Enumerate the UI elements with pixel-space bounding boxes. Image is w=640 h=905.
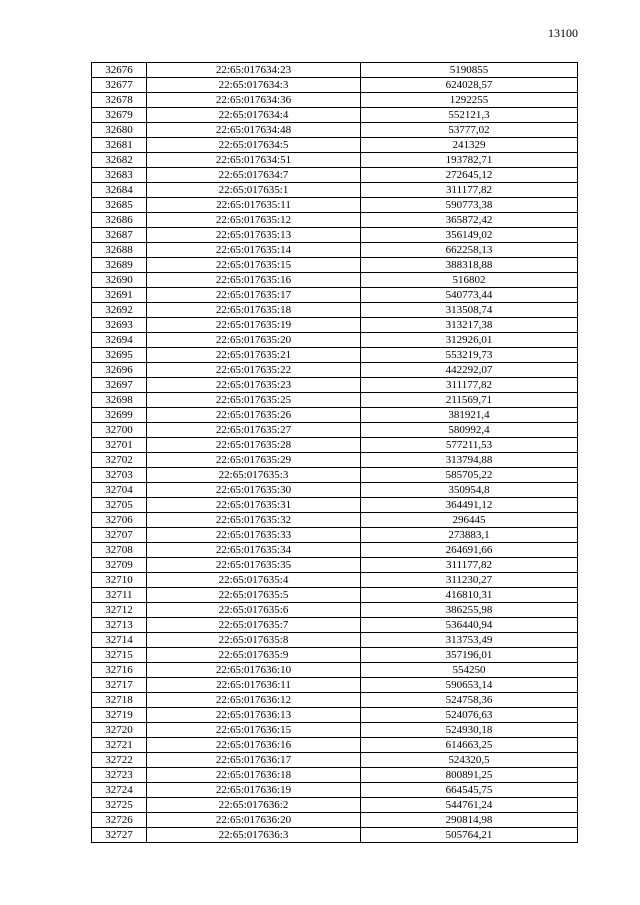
row-number-cell: 32723 — [92, 768, 147, 783]
table-row — [92, 528, 578, 543]
cadastral-number-cell: 22:65:017634:7 — [147, 168, 361, 183]
table-row — [92, 228, 578, 243]
row-number-cell: 32710 — [92, 573, 147, 588]
cadastral-number-cell: 22:65:017635:13 — [147, 228, 361, 243]
row-number-cell: 32681 — [92, 138, 147, 153]
table-row — [92, 723, 578, 738]
table-row — [92, 108, 578, 123]
row-number-cell: 32679 — [92, 108, 147, 123]
table-row — [92, 258, 578, 273]
table-row — [92, 423, 578, 438]
cadastral-number-cell: 22:65:017634:3 — [147, 78, 361, 93]
table-row — [92, 783, 578, 798]
table-row — [92, 198, 578, 213]
value-cell: 524930,18 — [361, 723, 578, 738]
row-number-cell: 32708 — [92, 543, 147, 558]
cadastral-number-cell: 22:65:017635:31 — [147, 498, 361, 513]
row-number-cell: 32690 — [92, 273, 147, 288]
table-row — [92, 183, 578, 198]
value-cell: 356149,02 — [361, 228, 578, 243]
cadastral-number-cell: 22:65:017635:6 — [147, 603, 361, 618]
table-body — [92, 63, 578, 843]
table-row — [92, 408, 578, 423]
cadastral-number-cell: 22:65:017635:28 — [147, 438, 361, 453]
cadastral-number-cell: 22:65:017635:23 — [147, 378, 361, 393]
table-row — [92, 708, 578, 723]
value-cell: 580992,4 — [361, 423, 578, 438]
row-number-cell: 32699 — [92, 408, 147, 423]
value-cell: 311177,82 — [361, 558, 578, 573]
value-cell: 313508,74 — [361, 303, 578, 318]
table-row — [92, 123, 578, 138]
cadastral-number-cell: 22:65:017636:20 — [147, 813, 361, 828]
table-row — [92, 753, 578, 768]
row-number-cell: 32724 — [92, 783, 147, 798]
page-number: 13100 — [548, 26, 578, 40]
cadastral-number-cell: 22:65:017635:12 — [147, 213, 361, 228]
value-cell: 577211,53 — [361, 438, 578, 453]
value-cell: 540773,44 — [361, 288, 578, 303]
row-number-cell: 32706 — [92, 513, 147, 528]
cadastral-number-cell: 22:65:017635:33 — [147, 528, 361, 543]
cadastral-number-cell: 22:65:017635:16 — [147, 273, 361, 288]
value-cell: 614663,25 — [361, 738, 578, 753]
cadastral-number-cell: 22:65:017635:22 — [147, 363, 361, 378]
cadastral-number-cell: 22:65:017636:13 — [147, 708, 361, 723]
row-number-cell: 32693 — [92, 318, 147, 333]
table-row — [92, 798, 578, 813]
value-cell: 313794,88 — [361, 453, 578, 468]
cadastral-number-cell: 22:65:017635:21 — [147, 348, 361, 363]
cadastral-number-cell: 22:65:017636:15 — [147, 723, 361, 738]
value-cell: 388318,88 — [361, 258, 578, 273]
row-number-cell: 32705 — [92, 498, 147, 513]
row-number-cell: 32727 — [92, 828, 147, 843]
table-row — [92, 318, 578, 333]
cadastral-number-cell: 22:65:017635:30 — [147, 483, 361, 498]
value-cell: 350954,8 — [361, 483, 578, 498]
row-number-cell: 32698 — [92, 393, 147, 408]
cadastral-number-cell: 22:65:017635:20 — [147, 333, 361, 348]
cadastral-number-cell: 22:65:017634:51 — [147, 153, 361, 168]
cadastral-number-cell: 22:65:017635:9 — [147, 648, 361, 663]
row-number-cell: 32684 — [92, 183, 147, 198]
value-cell: 365872,42 — [361, 213, 578, 228]
cadastral-number-cell: 22:65:017635:25 — [147, 393, 361, 408]
table-row — [92, 573, 578, 588]
value-cell: 313217,38 — [361, 318, 578, 333]
row-number-cell: 32702 — [92, 453, 147, 468]
table-row — [92, 93, 578, 108]
value-cell: 524076,63 — [361, 708, 578, 723]
value-cell: 311177,82 — [361, 378, 578, 393]
table-row — [92, 213, 578, 228]
row-number-cell: 32700 — [92, 423, 147, 438]
table-row — [92, 603, 578, 618]
value-cell: 1292255 — [361, 93, 578, 108]
row-number-cell: 32714 — [92, 633, 147, 648]
row-number-cell: 32695 — [92, 348, 147, 363]
row-number-cell: 32703 — [92, 468, 147, 483]
table-row — [92, 303, 578, 318]
row-number-cell: 32676 — [92, 63, 147, 78]
cadastral-number-cell: 22:65:017635:7 — [147, 618, 361, 633]
cadastral-number-cell: 22:65:017635:26 — [147, 408, 361, 423]
table-row — [92, 78, 578, 93]
cadastral-number-cell: 22:65:017636:18 — [147, 768, 361, 783]
table-row — [92, 273, 578, 288]
table-row — [92, 138, 578, 153]
table-row — [92, 363, 578, 378]
value-cell: 264691,66 — [361, 543, 578, 558]
row-number-cell: 32683 — [92, 168, 147, 183]
cadastral-number-cell: 22:65:017635:4 — [147, 573, 361, 588]
cadastral-number-cell: 22:65:017635:5 — [147, 588, 361, 603]
row-number-cell: 32715 — [92, 648, 147, 663]
row-number-cell: 32719 — [92, 708, 147, 723]
value-cell: 241329 — [361, 138, 578, 153]
row-number-cell: 32701 — [92, 438, 147, 453]
table-row — [92, 828, 578, 843]
value-cell: 524320,5 — [361, 753, 578, 768]
table-row — [92, 468, 578, 483]
table-row — [92, 453, 578, 468]
value-cell: 800891,25 — [361, 768, 578, 783]
table-row — [92, 393, 578, 408]
value-cell: 272645,12 — [361, 168, 578, 183]
table-row — [92, 738, 578, 753]
row-number-cell: 32716 — [92, 663, 147, 678]
table-row — [92, 483, 578, 498]
value-cell: 357196,01 — [361, 648, 578, 663]
row-number-cell: 32692 — [92, 303, 147, 318]
value-cell: 5190855 — [361, 63, 578, 78]
value-cell: 313753,49 — [361, 633, 578, 648]
value-cell: 53777,02 — [361, 123, 578, 138]
cadastral-number-cell: 22:65:017634:36 — [147, 93, 361, 108]
cadastral-number-cell: 22:65:017635:32 — [147, 513, 361, 528]
value-cell: 312926,01 — [361, 333, 578, 348]
cadastral-number-cell: 22:65:017635:11 — [147, 198, 361, 213]
cadastral-number-cell: 22:65:017636:11 — [147, 678, 361, 693]
row-number-cell: 32685 — [92, 198, 147, 213]
cadastral-number-cell: 22:65:017636:19 — [147, 783, 361, 798]
value-cell: 516802 — [361, 273, 578, 288]
table-row — [92, 513, 578, 528]
cadastral-number-cell: 22:65:017635:14 — [147, 243, 361, 258]
row-number-cell: 32691 — [92, 288, 147, 303]
value-cell: 554250 — [361, 663, 578, 678]
table-row — [92, 663, 578, 678]
row-number-cell: 32677 — [92, 78, 147, 93]
table-row — [92, 588, 578, 603]
data-table — [91, 62, 578, 843]
table-row — [92, 678, 578, 693]
value-cell: 381921,4 — [361, 408, 578, 423]
row-number-cell: 32688 — [92, 243, 147, 258]
table-row — [92, 633, 578, 648]
row-number-cell: 32682 — [92, 153, 147, 168]
table-row — [92, 333, 578, 348]
table-row — [92, 288, 578, 303]
cadastral-number-cell: 22:65:017635:34 — [147, 543, 361, 558]
table-row — [92, 618, 578, 633]
value-cell: 505764,21 — [361, 828, 578, 843]
table-row — [92, 498, 578, 513]
value-cell: 193782,71 — [361, 153, 578, 168]
table-row — [92, 153, 578, 168]
value-cell: 536440,94 — [361, 618, 578, 633]
row-number-cell: 32694 — [92, 333, 147, 348]
value-cell: 211569,71 — [361, 393, 578, 408]
value-cell: 624028,57 — [361, 78, 578, 93]
table-row — [92, 63, 578, 78]
value-cell: 311230,27 — [361, 573, 578, 588]
table-row — [92, 168, 578, 183]
cadastral-number-cell: 22:65:017636:3 — [147, 828, 361, 843]
cadastral-number-cell: 22:65:017635:1 — [147, 183, 361, 198]
row-number-cell: 32726 — [92, 813, 147, 828]
cadastral-number-cell: 22:65:017635:19 — [147, 318, 361, 333]
cadastral-number-cell: 22:65:017635:18 — [147, 303, 361, 318]
table-row — [92, 813, 578, 828]
row-number-cell: 32709 — [92, 558, 147, 573]
row-number-cell: 32704 — [92, 483, 147, 498]
cadastral-number-cell: 22:65:017635:8 — [147, 633, 361, 648]
cadastral-number-cell: 22:65:017635:17 — [147, 288, 361, 303]
value-cell: 553219,73 — [361, 348, 578, 363]
table-row — [92, 543, 578, 558]
table-row — [92, 348, 578, 363]
value-cell: 364491,12 — [361, 498, 578, 513]
table-row — [92, 768, 578, 783]
value-cell: 590653,14 — [361, 678, 578, 693]
value-cell: 290814,98 — [361, 813, 578, 828]
row-number-cell: 32718 — [92, 693, 147, 708]
value-cell: 664545,75 — [361, 783, 578, 798]
cadastral-number-cell: 22:65:017635:29 — [147, 453, 361, 468]
row-number-cell: 32722 — [92, 753, 147, 768]
row-number-cell: 32687 — [92, 228, 147, 243]
table-row — [92, 438, 578, 453]
value-cell: 544761,24 — [361, 798, 578, 813]
table-row — [92, 558, 578, 573]
value-cell: 590773,38 — [361, 198, 578, 213]
value-cell: 585705,22 — [361, 468, 578, 483]
cadastral-number-cell: 22:65:017636:2 — [147, 798, 361, 813]
row-number-cell: 32678 — [92, 93, 147, 108]
cadastral-number-cell: 22:65:017634:48 — [147, 123, 361, 138]
row-number-cell: 32713 — [92, 618, 147, 633]
cadastral-number-cell: 22:65:017636:17 — [147, 753, 361, 768]
row-number-cell: 32717 — [92, 678, 147, 693]
value-cell: 552121,3 — [361, 108, 578, 123]
cadastral-number-cell: 22:65:017636:12 — [147, 693, 361, 708]
row-number-cell: 32707 — [92, 528, 147, 543]
row-number-cell: 32720 — [92, 723, 147, 738]
row-number-cell: 32680 — [92, 123, 147, 138]
value-cell: 311177,82 — [361, 183, 578, 198]
value-cell: 524758,36 — [361, 693, 578, 708]
table-row — [92, 243, 578, 258]
value-cell: 386255,98 — [361, 603, 578, 618]
row-number-cell: 32686 — [92, 213, 147, 228]
table-row — [92, 648, 578, 663]
table-row — [92, 378, 578, 393]
row-number-cell: 32697 — [92, 378, 147, 393]
row-number-cell: 32689 — [92, 258, 147, 273]
cadastral-number-cell: 22:65:017634:23 — [147, 63, 361, 78]
value-cell: 416810,31 — [361, 588, 578, 603]
row-number-cell: 32725 — [92, 798, 147, 813]
cadastral-number-cell: 22:65:017635:27 — [147, 423, 361, 438]
cadastral-number-cell: 22:65:017636:10 — [147, 663, 361, 678]
cadastral-number-cell: 22:65:017636:16 — [147, 738, 361, 753]
value-cell: 442292,07 — [361, 363, 578, 378]
cadastral-number-cell: 22:65:017635:35 — [147, 558, 361, 573]
row-number-cell: 32696 — [92, 363, 147, 378]
row-number-cell: 32711 — [92, 588, 147, 603]
value-cell: 662258,13 — [361, 243, 578, 258]
cadastral-number-cell: 22:65:017634:5 — [147, 138, 361, 153]
value-cell: 296445 — [361, 513, 578, 528]
row-number-cell: 32712 — [92, 603, 147, 618]
row-number-cell: 32721 — [92, 738, 147, 753]
table-row — [92, 693, 578, 708]
cadastral-number-cell: 22:65:017634:4 — [147, 108, 361, 123]
cadastral-number-cell: 22:65:017635:3 — [147, 468, 361, 483]
cadastral-number-cell: 22:65:017635:15 — [147, 258, 361, 273]
value-cell: 273883,1 — [361, 528, 578, 543]
